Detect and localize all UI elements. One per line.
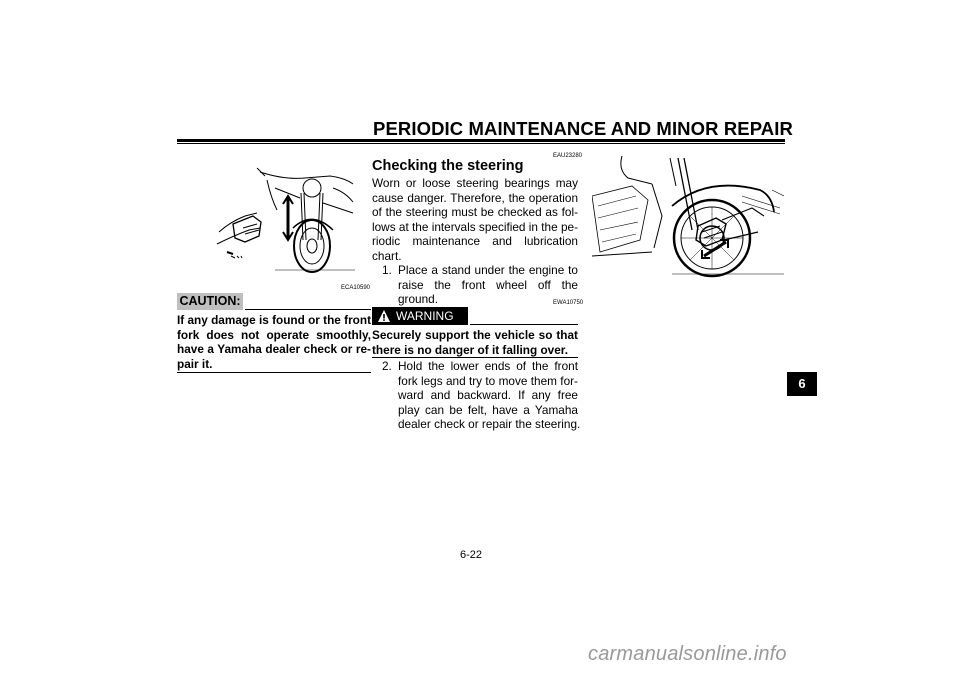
warning-label: WARNING xyxy=(396,309,454,323)
header-rule-thin xyxy=(177,143,785,144)
warning-line-1: Securely support the vehicle so that xyxy=(372,328,578,342)
caution-line-4: pair it. xyxy=(177,356,213,371)
step-2-line-4: play can be felt, have a Yamaha xyxy=(398,402,578,417)
intro-line-4: lows at the intervals specified in the pe- xyxy=(372,219,578,234)
step-1-line-2: raise the front wheel off the xyxy=(398,277,578,292)
page-number: 6-22 xyxy=(460,549,483,561)
step-2-line-5: dealer check or repair the steering. xyxy=(398,417,581,431)
caution-top-rule xyxy=(245,309,371,310)
intro-line-1: Worn or loose steering bearings may xyxy=(372,176,578,190)
step-1-line-3: ground. xyxy=(398,292,439,306)
step-2-line-2: fork legs and try to move them for- xyxy=(398,373,578,388)
caution-badge: CAUTION: xyxy=(177,293,243,310)
warning-badge xyxy=(372,307,468,325)
step-2-number: 2. xyxy=(382,359,392,373)
caution-line-1: If any damage is found or the front xyxy=(177,313,372,327)
step-1-number: 1. xyxy=(382,263,392,277)
step-2-line-1: Hold the lower ends of the front xyxy=(398,359,578,373)
section-code: EAU23280 xyxy=(553,153,583,159)
header-rule xyxy=(177,139,785,142)
intro-line-5: riodic maintenance and lubrication xyxy=(372,234,578,248)
figure-code: ECA10590 xyxy=(341,285,371,291)
front-fork-illustration xyxy=(205,158,355,278)
section-heading: Checking the steering xyxy=(372,158,524,174)
intro-line-2: cause danger. Therefore, the operation xyxy=(372,190,578,205)
intro-line-3: of the steering must be checked as fol- xyxy=(372,205,578,219)
warning-code: EWA10750 xyxy=(553,300,584,306)
warning-bottom-rule xyxy=(372,357,578,358)
warning-top-rule xyxy=(470,324,578,325)
watermark: carmanualsonline.info xyxy=(588,643,787,665)
step-1-line-1: Place a stand under the engine to xyxy=(398,263,578,277)
intro-line-6: chart. xyxy=(372,248,402,263)
steering-check-illustration xyxy=(592,156,784,280)
caution-bottom-rule xyxy=(177,372,371,373)
caution-line-3: have a Yamaha dealer check or re- xyxy=(177,342,371,356)
chapter-tab[interactable]: 6 xyxy=(787,372,817,396)
warning-line-2: there is no danger of it falling over. xyxy=(372,342,568,357)
step-2-line-3: ward and backward. If any free xyxy=(398,388,578,402)
caution-line-2: fork does not operate smoothly, xyxy=(177,327,371,342)
warning-triangle-icon xyxy=(377,309,391,323)
page-title: PERIODIC MAINTENANCE AND MINOR REPAIR xyxy=(373,118,793,139)
